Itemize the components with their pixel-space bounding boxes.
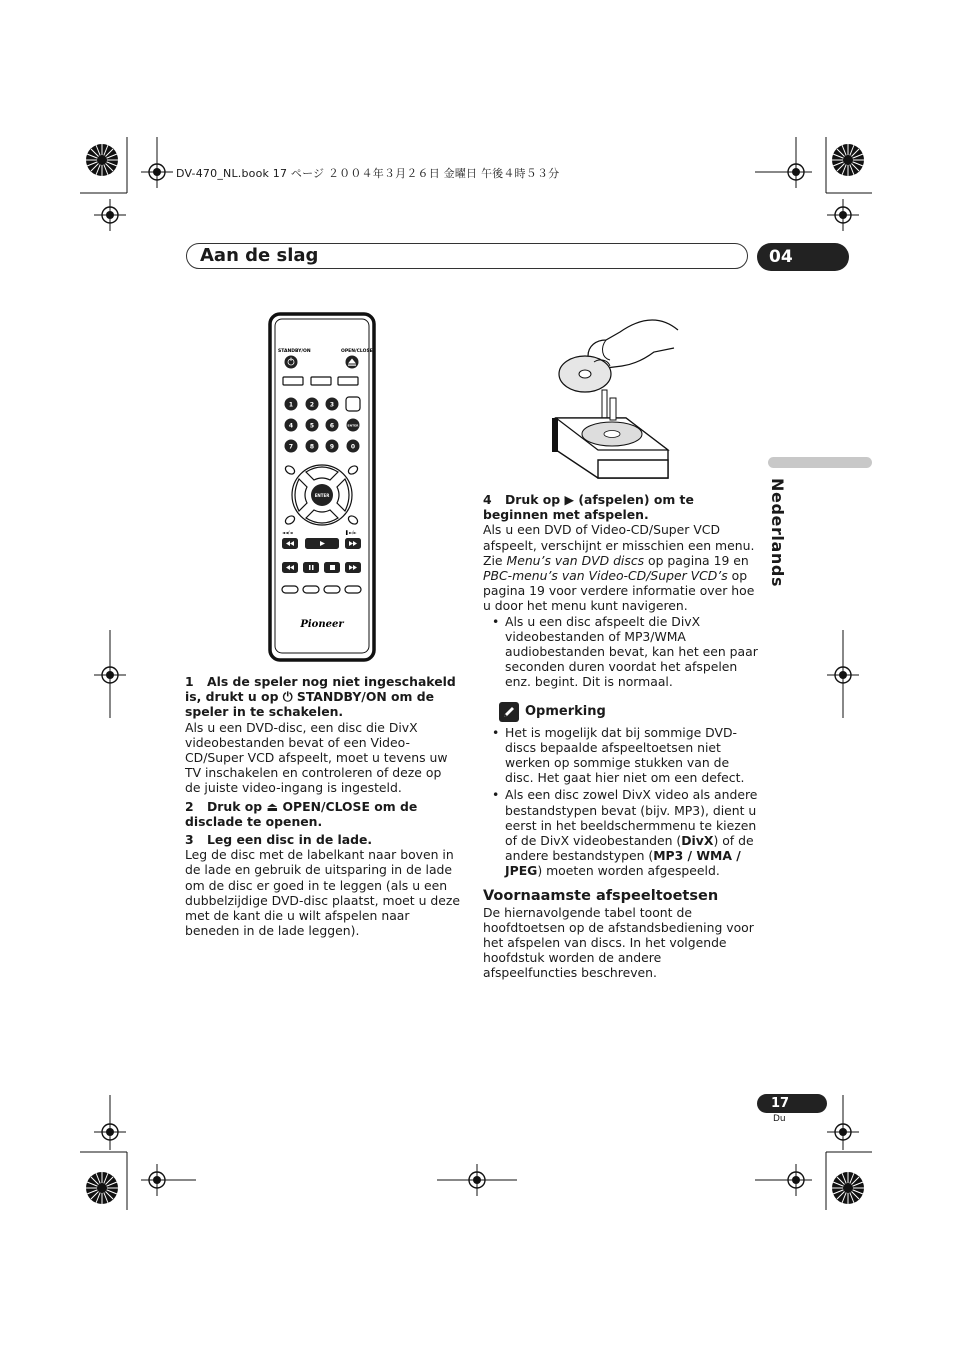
list-item: • Als u een disc afspeelt die DivX videobestanden of MP3/WMA audiobestanden bevat, kan het een paar seconden duren voordat het afspelen enz. begint. Dit is normaal. [483, 614, 758, 690]
key-3: 3 [329, 401, 335, 409]
svg-text:◄◄/◄: ◄◄/◄ [282, 530, 293, 535]
step-4-bullets [483, 614, 758, 690]
step-2-title: 2 Druk op ⏏ OPEN/CLOSE om de disclade te openen. [185, 798, 418, 829]
eject-button [346, 356, 359, 369]
remote-control-illustration [268, 312, 378, 662]
power-icon: ⏻ [282, 689, 293, 705]
svg-text:▌►/►: ▌►/► [346, 530, 357, 535]
key-5: 5 [309, 422, 315, 430]
page-number: 17 [757, 1094, 827, 1113]
step-4-title: 4 Druk op ▶ (afspelen) om te beginnen met afspelen. [483, 492, 694, 523]
note-bullets [483, 725, 758, 879]
standby-button [285, 356, 298, 369]
note-heading [499, 702, 758, 722]
key-1: 1 [288, 401, 294, 409]
step-1-body: Als u een DVD-disc, een disc die DivX videobestanden bevat of een Video-CD/Super VCD afspeelt, moet u tevens uw TV inschakelen en controleren of deze op de juiste video-ingang is ingesteld. [185, 719, 448, 796]
section-heading: Voornaamste afspeeltoetsen [483, 887, 719, 904]
page-language-code: Du [773, 1114, 786, 1124]
language-tab-bar [768, 457, 872, 468]
key-7: 7 [288, 443, 294, 451]
language-tab [757, 478, 797, 588]
page-title: Aan de slag [200, 245, 319, 266]
key-8: 8 [309, 443, 315, 451]
key-2: 2 [309, 401, 315, 409]
play-icon: ▶ [564, 492, 574, 507]
key-9: 9 [329, 443, 335, 451]
standby-label: STANDBY/ON [278, 349, 311, 354]
step-4-body: Als u een DVD of Video-CD/Super VCD afspeelt, verschijnt er misschien een menu. Zie Menu’s van DVD discs op pagina 19 en PBC-menu’s van Video-CD/Super VCD’s op pagina 19 voor verdere informatie over hoe u door het menu kunt navigeren. [483, 522, 755, 614]
disc-tray-illustration [550, 310, 685, 480]
print-file-line: DV-470_NL.book 17 ページ ２００４年３月２６日 金曜日 午後４時５３分 [176, 167, 560, 180]
right-column [483, 492, 758, 981]
enter-center-label: ENTER [314, 493, 330, 498]
step-3-body: Leg de disc met de labelkant naar boven in de lade en gebruik de uitsparing in de lade om de disc er goed in te leggen (als u een dubbelzijdige DVD-disc plaatst, moet u deze met de kant die u wilt afspelen naar beneden in de lade leggen). [185, 847, 460, 939]
step-1-title: 1 Als de speler nog niet ingeschakeld is, drukt u op ⏻ STANDBY/ON om de speler in te schakelen. [185, 674, 456, 720]
note-pencil-icon [499, 702, 519, 722]
list-item: • Het is mogelijk dat bij sommige DVD-discs bepaalde afspeeltoetsen niet werken op sommige stukken van de disc. Het gaat hier niet om een defect. [483, 725, 758, 786]
language-label: Nederlands [768, 478, 787, 588]
chapter-badge: 04 [757, 243, 849, 271]
eject-icon: ⏏ [266, 798, 279, 814]
note-title: Opmerking [525, 704, 606, 720]
list-item: • Als een disc zowel DivX video als andere bestandstypen bevat (bijv. MP3), dient u eerst in het beeldschermmenu te kiezen of de DivX videobestanden (DivX) of de andere bestandstypen (MP3 / WMA / JPEG) moeten worden afgespeeld. [483, 787, 758, 878]
key-6: 6 [329, 422, 335, 430]
left-column [185, 674, 460, 938]
key-4: 4 [288, 422, 294, 430]
open-close-label: OPEN/CLOSE [341, 349, 373, 354]
key-enter-small: ENTER [347, 423, 359, 428]
key-0: 0 [350, 443, 356, 451]
step-3-title: 3 Leg een disc in de lade. [185, 832, 373, 848]
section-body: De hiernavolgende tabel toont de hoofdtoetsen op de afstandsbediening voor het afspelen van discs. In het volgende hoofdstuk worden de andere afspeelfuncties beschreven. [483, 904, 754, 981]
pioneer-logo: Pioneer [300, 619, 344, 630]
